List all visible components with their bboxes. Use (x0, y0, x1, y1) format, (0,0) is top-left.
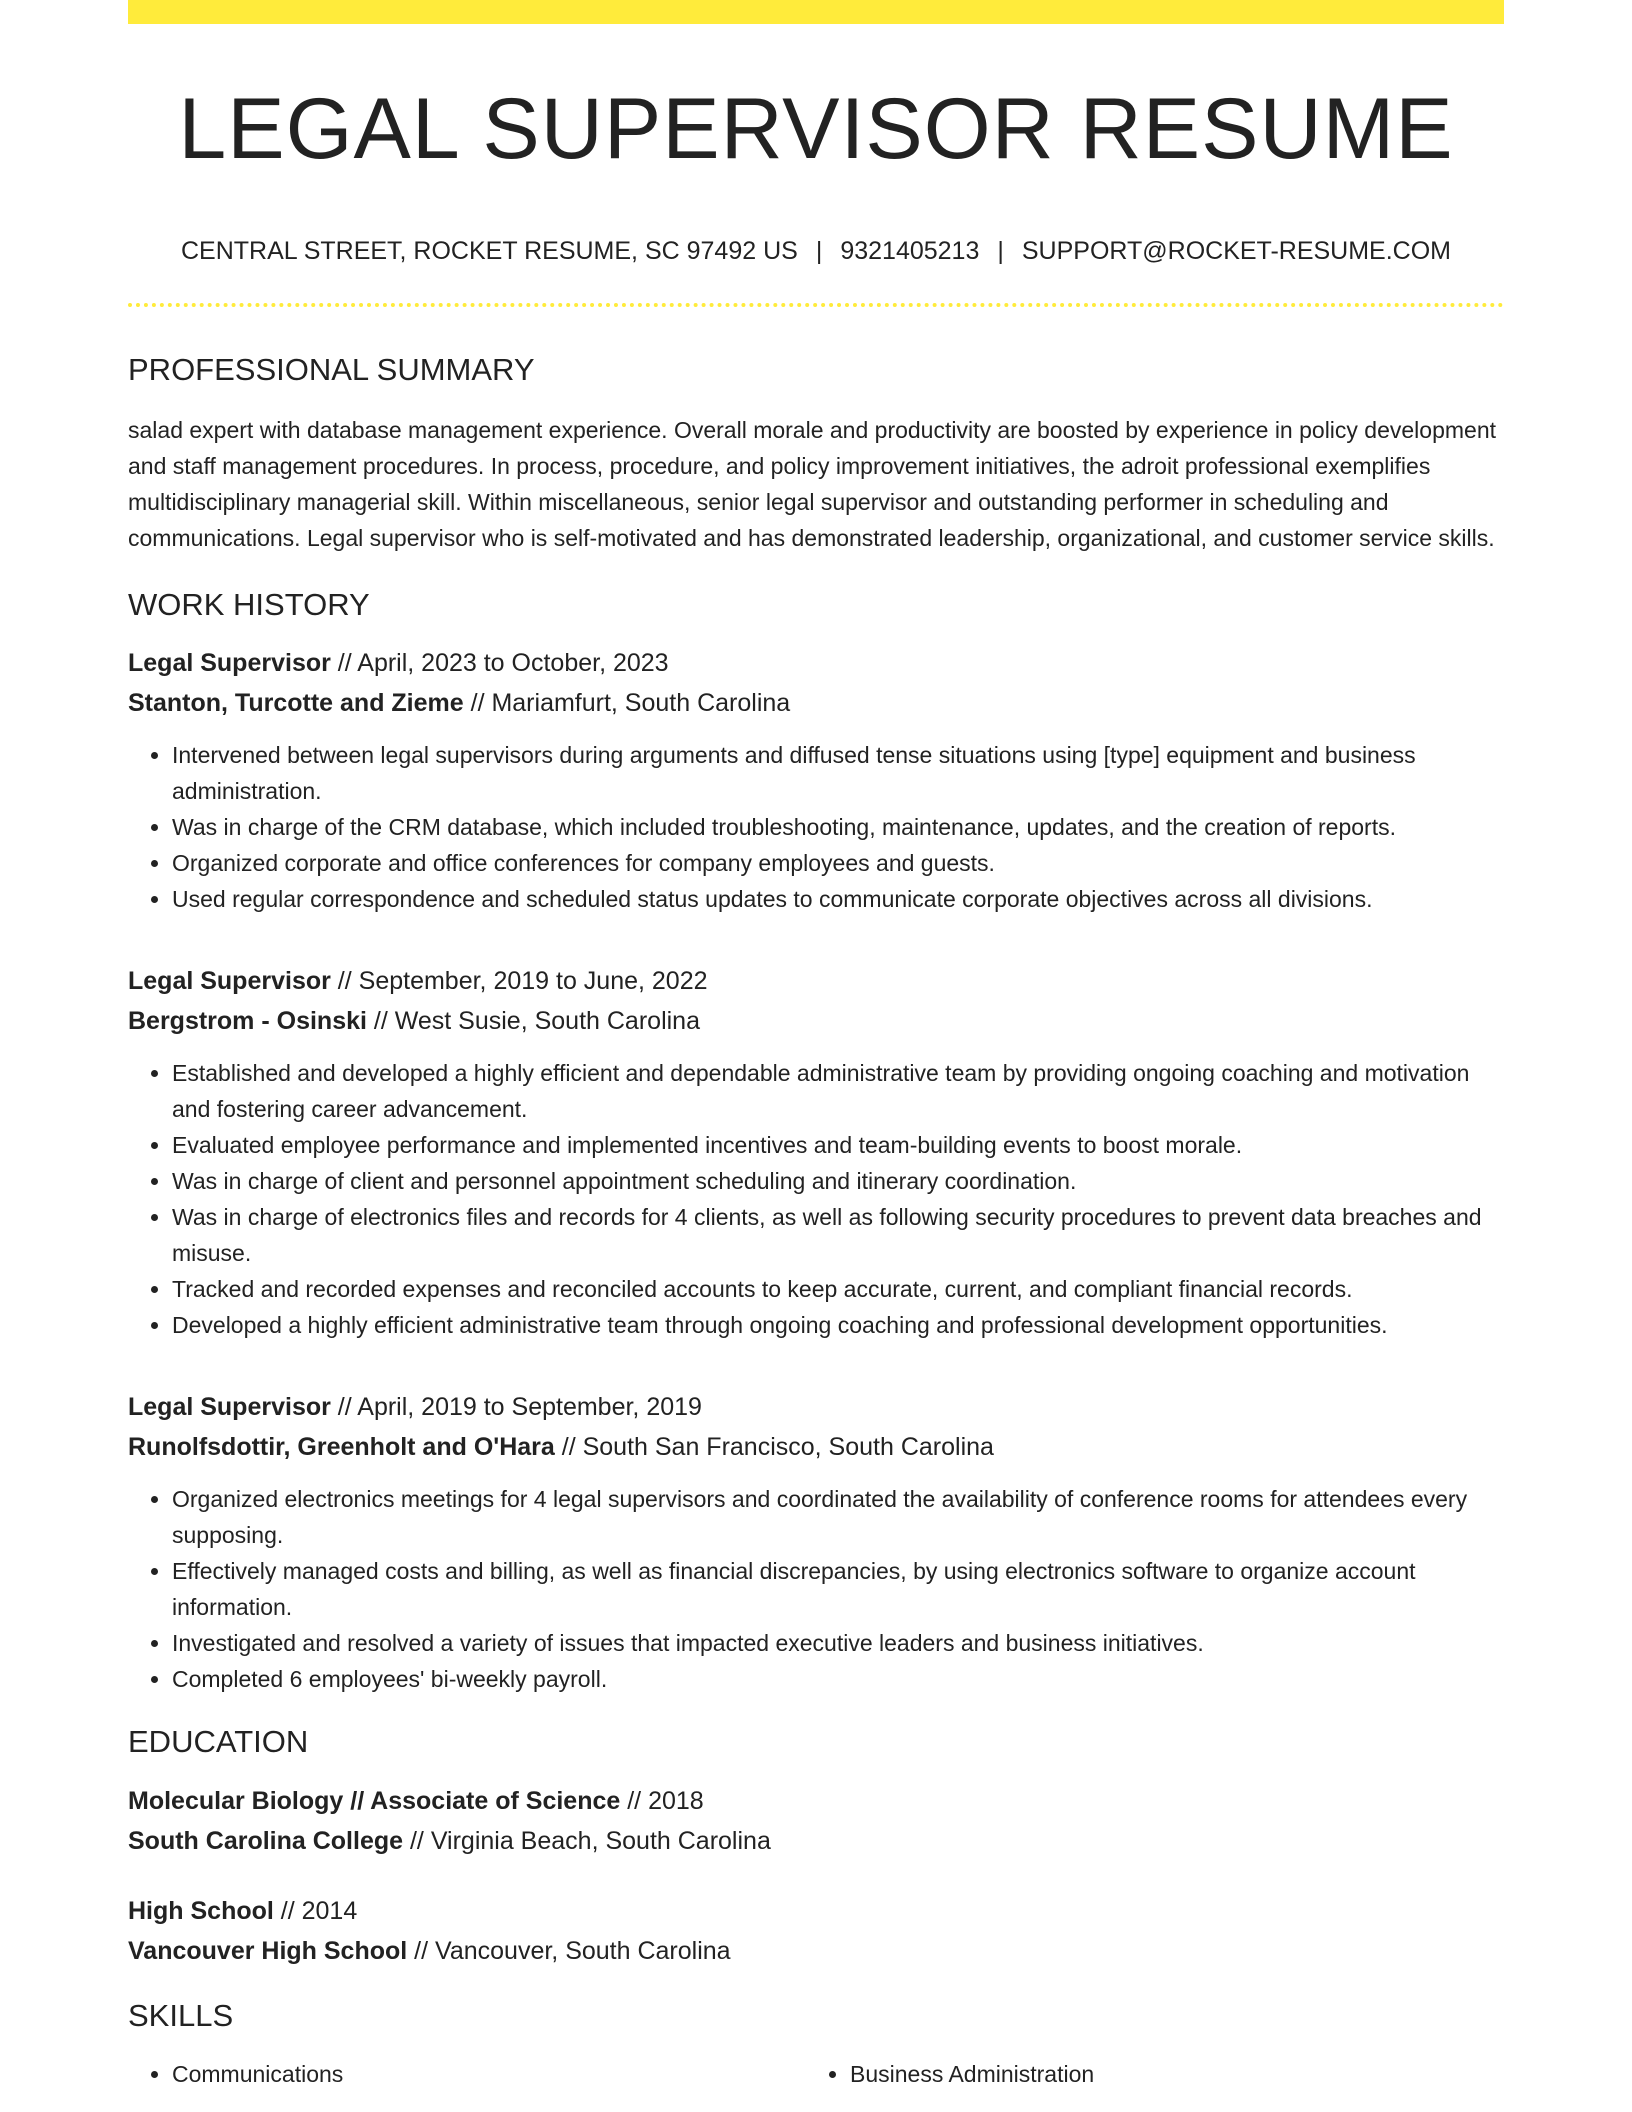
job-bullets (128, 1055, 1504, 1343)
contact-address: CENTRAL STREET, ROCKET RESUME, SC 97492 US (180, 237, 798, 265)
job-bullet: • Was in charge of client and personnel appointment scheduling and itinerary coordination. (172, 1163, 1504, 1199)
summary-text: salad expert with database management experience. Overall morale and productivity are boosted by experience in policy development and staff management procedures. In process, procedure, and policy improvement initiatives, the adroit professional exemplifies multidisciplinary managerial skill. Within miscellaneous, senior legal supervisor and outstanding performer in scheduling and communications. Legal supervisor who is self-motivated and has demonstrated leadership, organizational, and customer service skills. (128, 417, 1497, 552)
contact-email[interactable]: SUPPORT@ROCKET-RESUME.COM (1021, 237, 1452, 265)
contact-separator: | (815, 237, 823, 265)
job-dates: // April, 2019 to September, 2019 (330, 1393, 702, 1422)
job-bullet: • Organized corporate and office conferences for company employees and guests. (172, 845, 1504, 881)
job-bullets (128, 737, 1504, 917)
job-entry (128, 1387, 1504, 1697)
skills-column-left (128, 2056, 806, 2092)
education-school-line (128, 1821, 1504, 1861)
education-school: South Carolina College (128, 1826, 404, 1855)
job-company: Stanton, Turcotte and Zieme (128, 689, 464, 718)
contact-phone: 9321405213 (840, 237, 980, 265)
resume-title: LEGAL SUPERVISOR RESUME (178, 81, 1454, 177)
education-degree: Molecular Biology // Associate of Science (128, 1786, 621, 1815)
job-company: Runolfsdottir, Greenholt and O'Hara (128, 1433, 555, 1462)
job-dates: // April, 2023 to October, 2023 (330, 649, 669, 678)
skills-heading: SKILLS (128, 1997, 234, 2033)
job-bullet: • Intervened between legal supervisors during arguments and diffused tense situations using [type] equipment and business administration. (172, 737, 1504, 809)
job-company-line (128, 683, 1504, 723)
job-company-line (128, 1427, 1504, 1467)
job-bullet: • Developed a highly efficient administrative team through ongoing coaching and professional development opportunities. (172, 1307, 1504, 1343)
job-location: // South San Francisco, South Carolina (554, 1433, 994, 1462)
education-entry (128, 1781, 1504, 1861)
job-bullet: • Effectively managed costs and billing, as well as financial discrepancies, by using electronics software to organize account information. (172, 1553, 1504, 1625)
skills-column-right (806, 2056, 1484, 2092)
job-location: // West Susie, South Carolina (366, 1007, 700, 1036)
job-company-line (128, 1001, 1504, 1041)
job-company: Bergstrom - Osinski (128, 1007, 367, 1036)
job-bullet: • Evaluated employee performance and implemented incentives and team-building events to boost morale. (172, 1127, 1504, 1163)
education-school: Vancouver High School (128, 1936, 408, 1965)
skill-item: • Communications (172, 2056, 806, 2092)
job-title: Legal Supervisor (128, 1393, 331, 1422)
education-degree-line (128, 1781, 1504, 1821)
education-degree-line (128, 1891, 1504, 1931)
job-bullet: • Was in charge of electronics files and records for 4 clients, as well as following security procedures to prevent data breaches and misuse. (172, 1199, 1504, 1271)
job-bullet: • Was in charge of the CRM database, which included troubleshooting, maintenance, updates, and the creation of reports. (172, 809, 1504, 845)
education-school-line (128, 1931, 1504, 1971)
work-history-heading: WORK HISTORY (128, 587, 370, 623)
top-accent-bar (128, 0, 1504, 24)
job-bullets (128, 1481, 1504, 1697)
education-degree: High School (128, 1896, 274, 1925)
job-title-line (128, 961, 1504, 1001)
job-title-line (128, 643, 1504, 683)
job-entry (128, 643, 1504, 917)
job-entry (128, 961, 1504, 1343)
education-heading: EDUCATION (128, 1724, 309, 1760)
job-bullet: • Organized electronics meetings for 4 legal supervisors and coordinated the availability of conference rooms for attendees every supposing. (172, 1481, 1504, 1553)
resume-page (128, 0, 1504, 2092)
contact-separator: | (997, 237, 1004, 265)
contact-line (128, 236, 1504, 266)
job-location: // Mariamfurt, South Carolina (463, 689, 791, 718)
job-bullet: • Established and developed a highly efficient and dependable administrative team by providing ongoing coaching and motivation and fostering career advancement. (172, 1055, 1504, 1127)
job-bullet: • Used regular correspondence and scheduled status updates to communicate corporate objectives across all divisions. (172, 881, 1504, 917)
skills-list (128, 2056, 1504, 2092)
job-bullet: • Completed 6 employees' bi-weekly payroll. (172, 1661, 1504, 1697)
education-entry (128, 1891, 1504, 1971)
job-title: Legal Supervisor (128, 649, 331, 678)
job-dates: // September, 2019 to June, 2022 (330, 967, 708, 996)
education-location: // Vancouver, South Carolina (407, 1936, 731, 1965)
summary-heading: PROFESSIONAL SUMMARY (128, 352, 535, 387)
education-year: // 2018 (620, 1786, 704, 1815)
job-bullet: • Investigated and resolved a variety of issues that impacted executive leaders and business initiatives. (172, 1625, 1504, 1661)
skill-item: • Business Administration (850, 2056, 1484, 2092)
education-location: // Virginia Beach, South Carolina (403, 1826, 771, 1855)
job-bullet: • Tracked and recorded expenses and reconciled accounts to keep accurate, current, and compliant financial records. (172, 1271, 1504, 1307)
job-title-line (128, 1387, 1504, 1427)
dotted-divider (128, 303, 1504, 307)
education-year: // 2014 (273, 1896, 358, 1925)
job-title: Legal Supervisor (128, 967, 331, 996)
